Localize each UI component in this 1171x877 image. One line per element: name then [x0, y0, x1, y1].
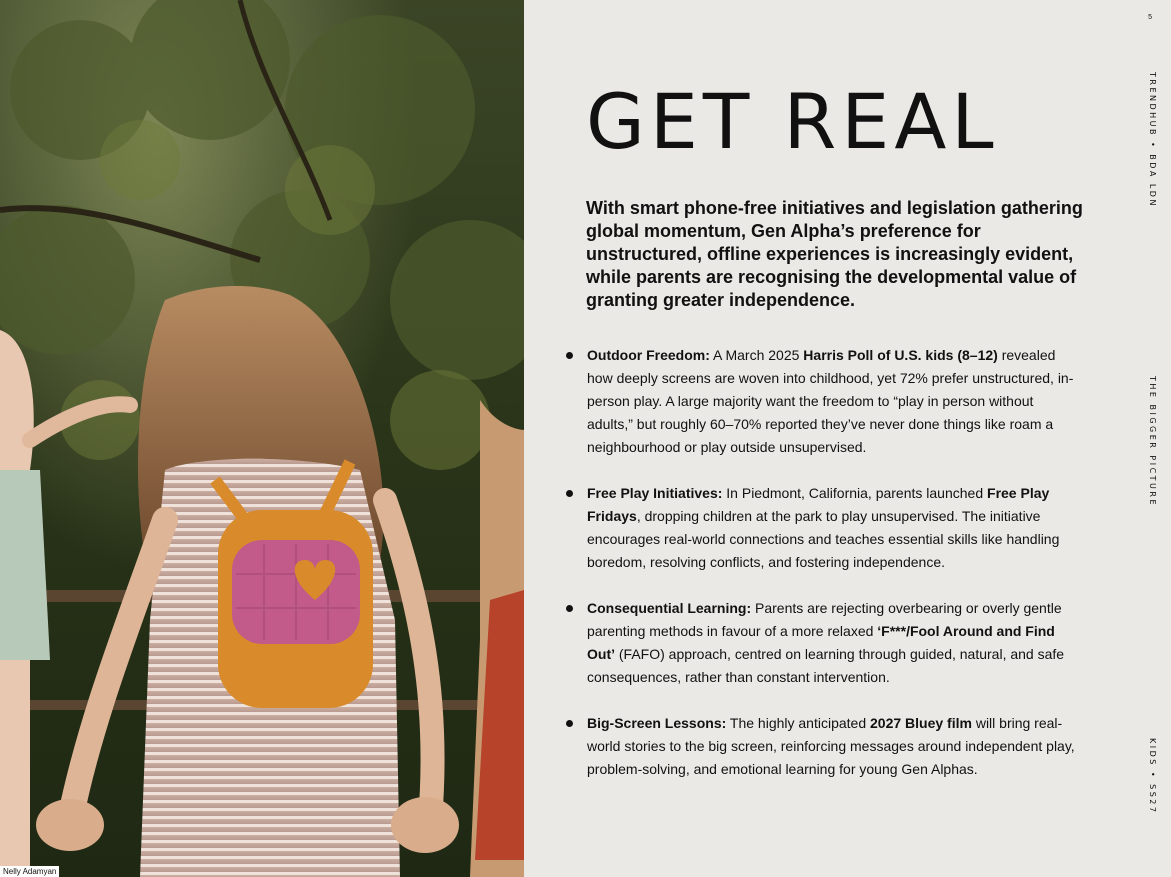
bullet-big-screen — [566, 712, 1076, 781]
page-title: GET REAL — [586, 77, 999, 166]
bullet-text: revealed how deeply screens are woven into childhood, yet 72% prefer unstructured, in-person play. A large majority want the freedom to “play in person without adults,” but roughly 60–70% reported they’ve never done things like roam a neighbourhood or play outside unsupervised. — [587, 347, 1074, 455]
bullet-dot — [566, 720, 573, 727]
intro-paragraph: With smart phone-free initiatives and legislation gathering global momentum, Gen Alpha’s preference for unstructured, offline experiences is increasingly evident, while parents are recognising the developmental value of granting greater independence. — [586, 198, 1083, 310]
bullet-heading: Consequential Learning: — [587, 600, 752, 616]
bullet-emphasis: ‘F***/Fool Around and Find Out’ — [587, 623, 1055, 662]
side-label-publication: TRENDHUB • BDA LDN — [1148, 72, 1157, 208]
page-number: 5 — [1148, 14, 1152, 21]
bullet-free-play — [566, 482, 1076, 574]
side-label-section: THE BIGGER PICTURE — [1148, 376, 1157, 508]
hero-photo — [0, 0, 524, 877]
photo-credit: Nelly Adamyan — [0, 866, 59, 877]
bullet-consequential-learning — [566, 597, 1076, 689]
bullet-emphasis: 2027 Bluey film — [870, 715, 972, 731]
bullet-text: , dropping children at the park to play unsupervised. The initiative encourages real-world connections and teaches essential skills like handling boredom, resolving conflicts, and fostering independence. — [587, 508, 1060, 570]
bullet-text: A March 2025 — [709, 347, 804, 363]
bullet-text: (FAFO) approach, centred on learning through guided, natural, and safe consequences, rather than constant intervention. — [587, 646, 1065, 685]
bullet-list — [566, 344, 1076, 781]
bullet-heading: Free Play Initiatives: — [587, 485, 723, 501]
bullet-outdoor-freedom — [566, 344, 1076, 459]
photo-illustration — [0, 0, 524, 877]
bullet-emphasis: Harris Poll of U.S. kids (8–12) — [803, 347, 998, 363]
bullet-dot — [566, 490, 573, 497]
bullet-text: Parents are rejecting overbearing or overly gentle parenting methods in favour of a more relaxed — [587, 600, 1062, 639]
bullet-text: will bring real-world stories to the big screen, reinforcing messages around independent play, problem-solving, and emotional learning for young Gen Alphas. — [587, 715, 1075, 777]
bullet-emphasis: Free Play Fridays — [587, 485, 1050, 524]
bullet-heading: Big-Screen Lessons: — [587, 715, 727, 731]
bullet-text: In Piedmont, California, parents launched — [722, 485, 988, 501]
bullet-dot — [566, 352, 573, 359]
side-label-season: KIDS • SS27 — [1148, 738, 1157, 815]
text-panel — [524, 0, 1171, 877]
bullet-dot — [566, 605, 573, 612]
bullet-text: The highly anticipated — [726, 715, 870, 731]
bullet-heading: Outdoor Freedom: — [587, 347, 710, 363]
